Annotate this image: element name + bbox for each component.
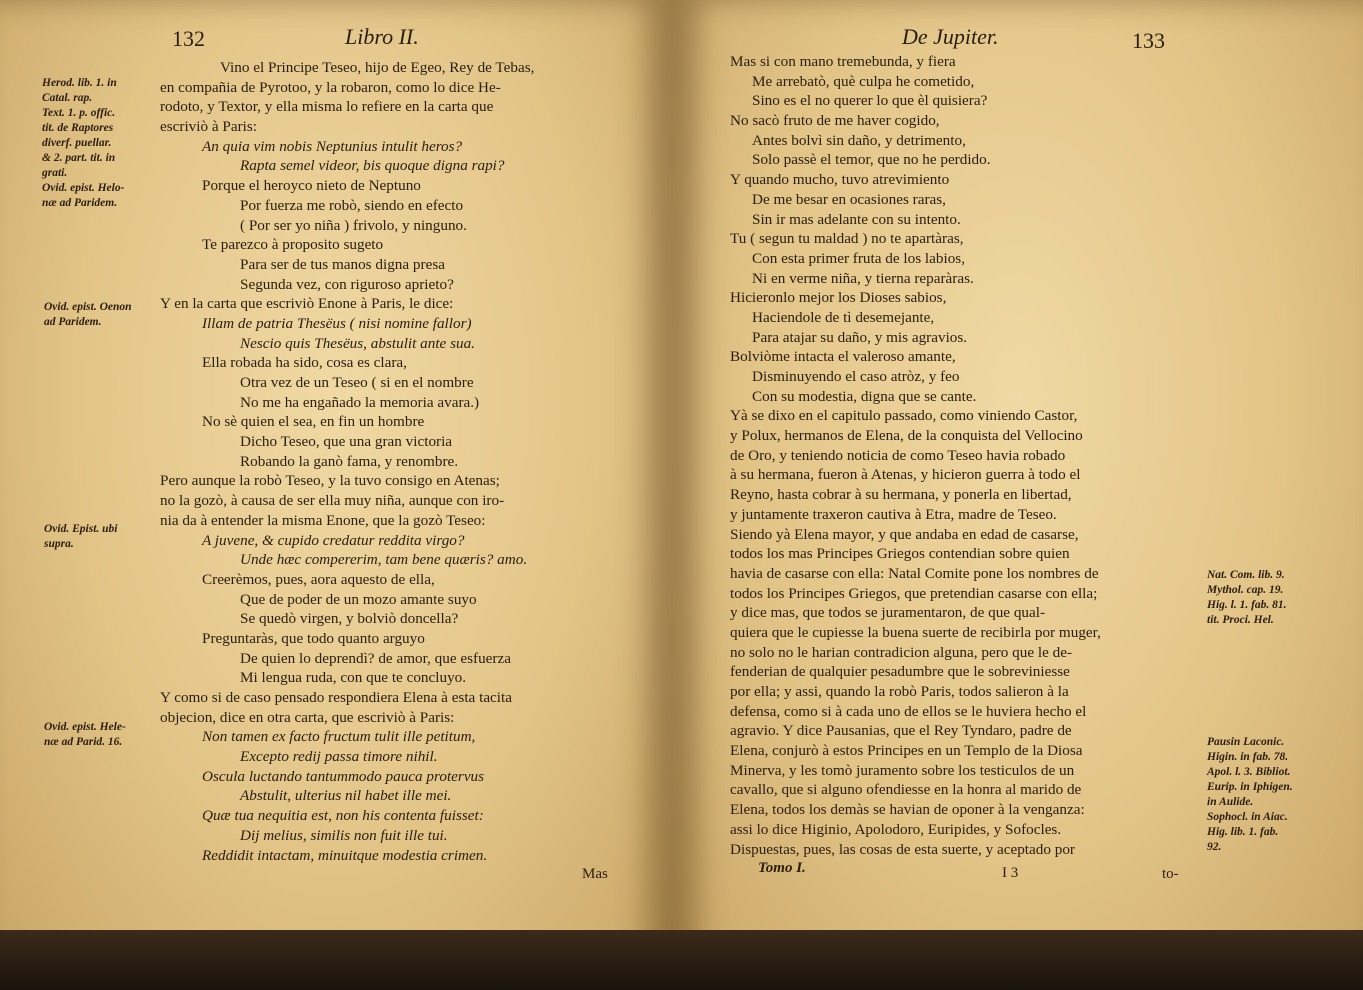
text-line: Yà se dixo en el capitulo passado, como viniendo Castor, [730,407,1078,425]
text-line: Y quando mucho, tuvo atrevimiento [730,171,950,189]
margin-note-line: Apol. l. 3. Bibliot. [1207,766,1291,778]
table-surface [0,930,1363,990]
text-line: cavallo, que si alguno ofendiesse en la honra al marido de [730,781,1082,799]
margin-note-line: Catal. rap. [42,92,93,104]
margin-note-line: Ovid. epist. Helo- [42,182,125,194]
left-running-header: Libro II. [345,24,419,49]
text-line: Dispuestas, pues, las cosas de esta suerte, y aceptado por [730,840,1075,858]
text-line: Oscula luctando tantummodo pauca protervus [202,767,485,785]
right-text-block [730,52,1200,859]
text-line: Bolviòme intacta el valeroso amante, [730,348,956,366]
text-line: Sin ir mas adelante con su intento. [752,210,961,228]
text-line: Unde hæc compererim, tam bene quæris? amo. [240,551,528,569]
text-line: y dice mas, que todos se juramentaron, de que qual- [730,604,1046,622]
text-line: Mas si con mano tremebunda, y fiera [730,53,956,70]
margin-note-line: grati. [42,167,68,179]
text-line: Ella robada ha sido, cosa es clara, [202,354,407,372]
text-line: Vino el Principe Teseo, hijo de Egeo, Rey de Tebas, [220,59,535,76]
text-line: Porque el heroyco nieto de Neptuno [202,177,421,195]
text-line: Disminuyendo el caso atròz, y feo [752,368,960,385]
margin-note-line: & 2. part. tit. in [42,152,116,164]
right-running-header: De Jupiter. [902,24,999,49]
left-page-number: 132 [172,26,205,51]
margin-note [44,300,132,330]
text-line: quiera que le cupiesse la buena suerte de recibirla por muger, [730,623,1101,641]
text-line: Se quedò virgen, y bolviò doncella? [240,610,459,628]
margin-note-line: Hig. lib. 1. fab. [1207,826,1279,838]
text-line: Reyno, hasta cobrar à su hermana, y ponerla en libertad, [730,486,1072,504]
margin-note-line: Herod. lib. 1. in [42,77,117,89]
text-line: Abstulit, ulterius nil habet ille mei. [240,787,452,805]
margin-note-line: 92. [1207,841,1222,853]
margin-note-line: næ ad Parid. 16. [44,736,123,748]
text-line: objecion, dice en otra carta, que escriviò à Paris: [160,708,455,726]
text-line: Para ser de tus manos digna presa [240,255,445,273]
right-catchword: to- [1162,866,1179,882]
text-line: havia de casarse con ella: Natal Comite pone los nombres de [730,564,1099,582]
right-page [672,0,1363,990]
text-line: Te parezco à proposito sugeto [202,236,384,254]
text-line: assi lo dice Higinio, Apolodoro, Euripides, y Sofocles. [730,820,1062,838]
text-line: Con esta primer fruta de los labios, [752,249,965,267]
text-line: no la gozò, à causa de ser ella muy niña, aunque con iro- [160,492,505,510]
margin-note-line: Ovid. epist. Hele- [44,721,126,733]
text-line: y juntamente traxeron cautiva à Etra, madre de Teseo. [730,505,1057,523]
margin-note [44,522,117,552]
text-line: no solo no le harian contradicion alguna, pero que le de- [730,643,1073,661]
text-line: de Oro, y teniendo noticia de como Teseo havia robado [730,446,1066,464]
margin-note-line: Mythol. cap. 19. [1207,584,1284,596]
margin-note-line: Ovid. epist. Oenon [44,301,132,313]
margin-note-line: tit. de Raptores [42,122,114,134]
margin-note-line: Pausin Laconic. [1207,736,1285,748]
margin-note [42,76,124,211]
margin-note-line: Eurip. in Iphigen. [1207,781,1293,793]
text-line: Ni en verme niña, y tierna reparàras. [752,269,974,287]
margin-note-line: Hig. l. 1. fab. 81. [1207,599,1287,611]
text-line: Preguntaràs, que todo quanto arguyo [202,629,425,647]
text-line: De quien lo deprendì? de amor, que esfuerza [240,649,511,667]
text-line: Para atajar su daño, y mis agravios. [752,328,968,346]
right-signature: Tomo I. [758,860,806,876]
text-line: Robando la ganò fama, y renombre. [240,452,459,470]
text-line: en compañia de Pyrotoo, y la robaron, como lo dice He- [160,78,501,96]
margin-note [1207,568,1287,628]
text-line: Que de poder de un mozo amante suyo [240,590,477,608]
text-line: Y en la carta que escriviò Enone à Paris, le dice: [160,295,454,313]
text-line: y Polux, hermanos de Elena, de la conquista del Vellocino [730,427,1083,445]
right-signature-mark: I 3 [1002,865,1019,881]
text-line: Creerèmos, pues, aora aquesto de ella, [202,570,435,588]
text-line: Excepto redij passa timore nihil. [240,748,438,766]
text-line: Me arrebatò, què culpa he cometido, [752,72,975,90]
margin-note-line: tit. Proci. Hel. [1207,614,1274,626]
margin-note-line: in Aulide. [1207,796,1254,808]
text-line: defensa, como si à cada uno de ellos se le huviera hecho el [730,702,1087,720]
left-page [0,0,672,990]
margin-note-line: Nat. Com. lib. 9. [1207,569,1285,581]
text-line: Hicieronlo mejor los Dioses sabios, [730,289,947,307]
text-line: Dij melius, similis non fuit ille tui. [240,826,448,844]
right-page-number: 133 [1132,28,1165,53]
text-line: No me ha engañado la memoria avara.) [240,393,480,411]
text-line: A juvene, & cupido credatur reddita virgo? [202,531,465,549]
text-line: No sè quien el sea, en fin un hombre [202,413,425,431]
text-line: No sacò fruto de me haver cogido, [730,112,940,130]
margin-note [44,720,126,750]
text-line: todos los Principes Griegos, que pretendian casarse con ella; [730,584,1098,602]
text-line: Sino es el no querer lo que èl quisiera? [752,92,988,110]
text-line: rodoto, y Textor, y ella misma lo refiere en la carta que [160,98,494,116]
margin-note-line: diverf. puellar. [42,137,112,149]
text-line: Y como si de caso pensado respondiera Elena à esta tacita [160,689,512,706]
text-line: Nescio quis Thesëus, abstulit ante sua. [240,334,475,352]
text-line: Solo passè el temor, que no he perdido. [752,151,991,169]
left-text-block [160,58,630,865]
text-line: Por fuerza me robò, siendo en efecto [240,196,464,214]
text-line: Rapta semel videor, bis quoque digna rapi? [240,157,505,175]
text-line: fenderian de qualquier pesadumbre que le sobreviniesse [730,663,1070,681]
text-line: Antes bolvì sin daño, y detrimento, [752,131,966,149]
text-line: Haciendole de tì desemejante, [752,308,935,326]
text-line: Illam de patria Thesëus ( nisi nomine fallor) [202,314,472,332]
text-line: An quia vim nobis Neptunius intulit heros? [202,137,463,155]
text-line: De me besar en ocasiones raras, [752,190,946,208]
text-line: Tu ( segun tu maldad ) no te apartàras, [730,230,964,248]
text-line: Non tamen ex facto fructum tulit ille petitum, [202,728,476,746]
margin-note-line: ad Paridem. [44,316,102,328]
text-line: Elena, todos los demàs se havian de oponer à la venganza: [730,801,1085,819]
text-line: Reddidit intactam, minuitque modestia crimen. [202,846,488,864]
text-line: ( Por ser yo niña ) frivolo, y ninguno. [240,216,467,234]
margin-note [1207,735,1293,855]
left-catchword: Mas [582,866,608,882]
text-line: Con su modestia, digna que se cante. [752,387,977,405]
text-line: Quæ tua nequitia est, non his contenta fuisset: [202,807,484,825]
text-line: Minerva, y les tomò juramento sobre los testiculos de un [730,761,1075,779]
margin-note-line: Text. 1. p. offic. [42,107,116,119]
text-line: Otra vez de un Teseo ( si en el nombre [240,374,474,391]
text-line: por ella; y assi, quando la robò Paris, todos salieron à la [730,683,1069,700]
text-line: nia da à entender la misma Enone, que la gozò Teseo: [160,511,486,529]
text-line: Elena, conjurò à estos Principes en un Templo de la Diosa [730,742,1083,760]
text-line: Mi lengua ruda, con que te concluyo. [240,669,467,687]
text-line: Segunda vez, con riguroso aprieto? [240,275,454,293]
margin-note-line: næ ad Paridem. [42,197,118,209]
margin-note-line: Higin. in fab. 78. [1207,751,1289,763]
margin-note-line: Ovid. Epist. ubi [44,523,118,535]
text-line: Pero aunque la robò Teseo, y la tuvo consigo en Atenas; [160,472,500,490]
text-line: todos los mas Principes Griegos contendian sobre quien [730,545,1070,563]
margin-note-line: supra. [44,538,74,550]
text-line: agravio. Y dice Pausanias, que el Rey Tyndaro, padre de [730,722,1072,740]
text-line: Dicho Teseo, que una gran victoria [240,433,453,451]
margin-note-line: Sophocl. in Aiac. [1207,811,1288,823]
text-line: escriviò à Paris: [160,118,258,136]
text-line: à su hermana, fueron à Atenas, y hicieron guerra à todo el [730,466,1081,484]
text-line: Siendo yà Elena mayor, y que andaba en edad de casarse, [730,525,1079,543]
